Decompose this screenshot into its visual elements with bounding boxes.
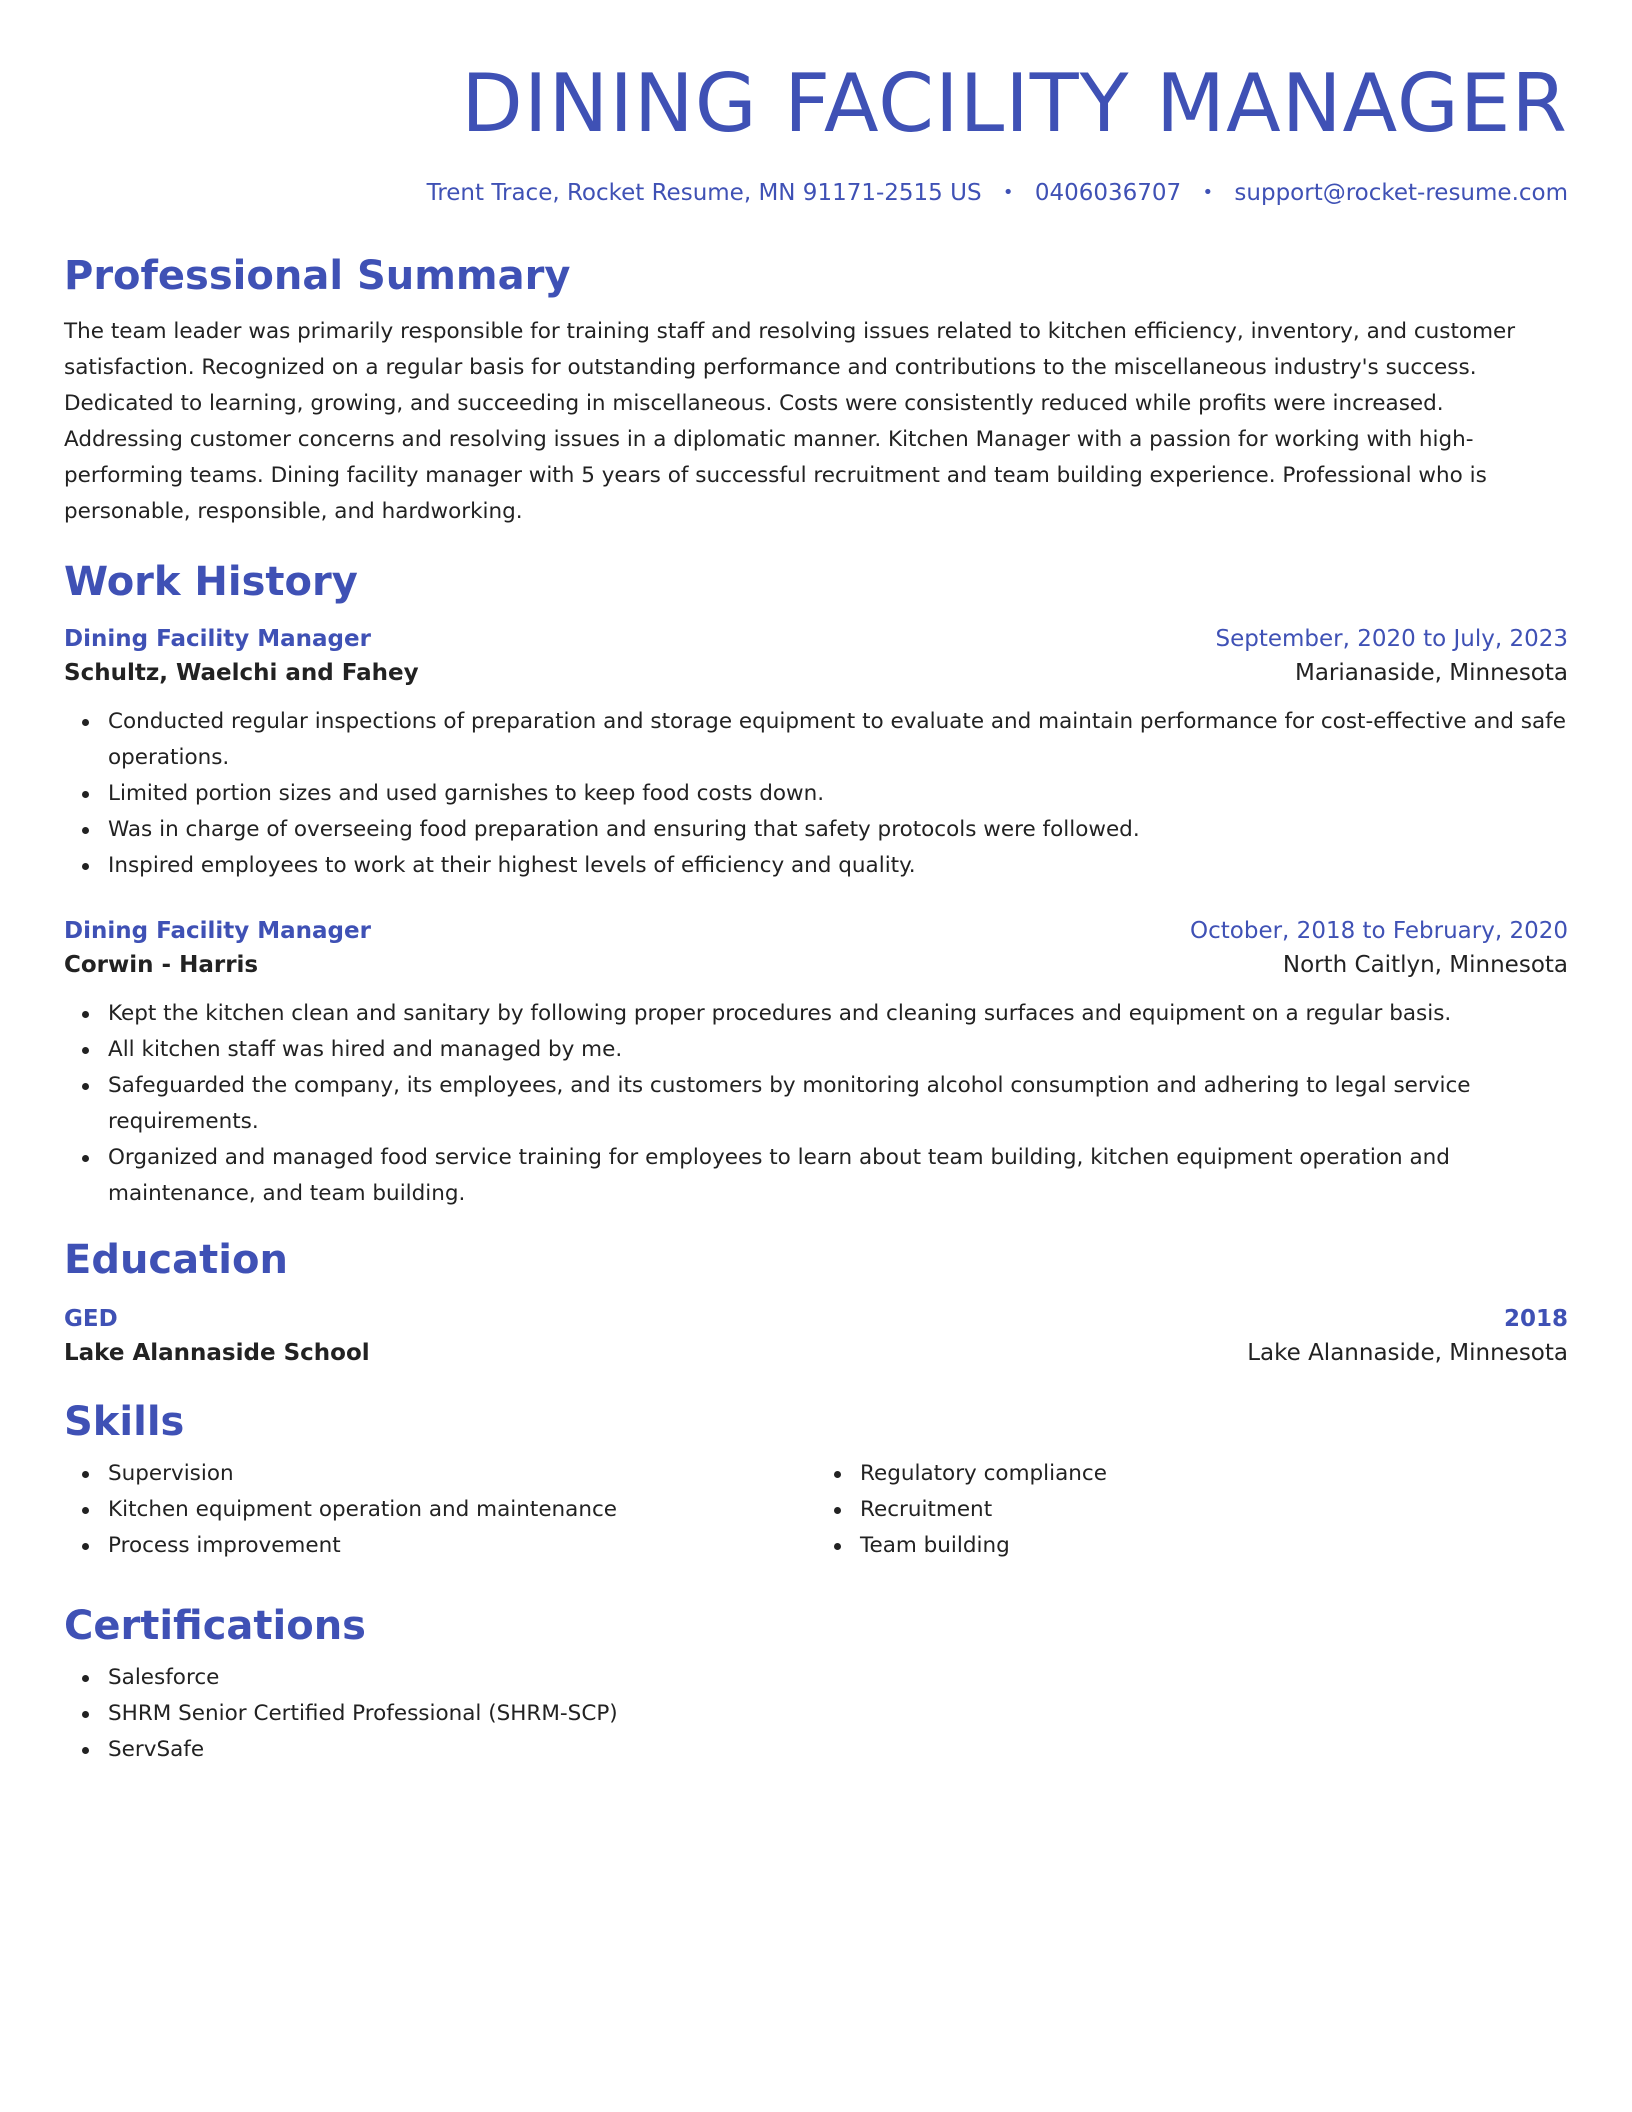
list-item: Limited portion sizes and used garnishes to keep food costs down.: [108, 776, 1568, 812]
education-school: Lake Alannaside School: [64, 1340, 370, 1366]
list-item: Supervision: [108, 1456, 816, 1492]
job-role: Dining Facility Manager: [64, 626, 371, 652]
list-item: Conducted regular inspections of preparation and storage equipment to evaluate and maintain performance for cost-effective and safe operations.: [108, 704, 1568, 776]
job-header-row: [64, 626, 1568, 652]
job-role: Dining Facility Manager: [64, 918, 371, 944]
job-entry: [64, 918, 1568, 1212]
education-school-row: [64, 1340, 1568, 1366]
work-history-heading: Work History: [64, 559, 358, 605]
job-dates: September, 2020 to July, 2023: [1215, 626, 1568, 652]
list-item: ServSafe: [108, 1732, 1568, 1768]
list-item: Process improvement: [108, 1528, 816, 1564]
contact-email[interactable]: support@rocket-resume.com: [1234, 180, 1568, 206]
certifications-heading: Certifications: [64, 1603, 366, 1649]
contact-separator: •: [1002, 182, 1014, 203]
contact-line: [64, 180, 1568, 206]
skills-columns: [64, 1456, 1568, 1564]
list-item: Was in charge of overseeing food preparation and ensuring that safety protocols were followed.: [108, 812, 1568, 848]
list-item: Recruitment: [860, 1492, 1568, 1528]
contact-separator: •: [1202, 182, 1214, 203]
list-item: All kitchen staff was hired and managed by me.: [108, 1032, 1568, 1068]
contact-phone: 0406036707: [1034, 180, 1182, 206]
list-item: SHRM Senior Certified Professional (SHRM-SCP): [108, 1696, 1568, 1732]
job-location: Marianaside, Minnesota: [1294, 660, 1568, 686]
skills-list-right: [816, 1456, 1568, 1564]
skills-list-left: [64, 1456, 816, 1564]
job-header-row: [64, 918, 1568, 944]
job-bullets: [64, 996, 1568, 1212]
job-company-row: [64, 952, 1568, 978]
skills-heading: Skills: [64, 1399, 185, 1445]
list-item: Team building: [860, 1528, 1568, 1564]
job-bullets: [64, 704, 1568, 884]
job-dates: October, 2018 to February, 2020: [1190, 918, 1568, 944]
list-item: Organized and managed food service training for employees to learn about team building, kitchen equipment operation and maintenance, and team building.: [108, 1140, 1568, 1212]
job-location: North Caitlyn, Minnesota: [1282, 952, 1568, 978]
education-header-row: [64, 1306, 1568, 1332]
summary-heading: Professional Summary: [64, 253, 571, 299]
education-year: 2018: [1503, 1306, 1568, 1332]
list-item: Kept the kitchen clean and sanitary by following proper procedures and cleaning surfaces and equipment on a regular basis.: [108, 996, 1568, 1032]
summary-text: The team leader was primarily responsible for training staff and resolving issues related to kitchen efficiency, inventory, and customer satisfaction. Recognized on a regular basis for outstanding performance and contributions to the miscellaneous industry's success. Dedicated to learning, growing, and succeeding in miscellaneous. Costs were consistently reduced while profits were increased. Addressing customer concerns and resolving issues in a diplomatic manner. Kitchen Manager with a passion for working with high-performing teams. Dining facility manager with 5 years of successful recruitment and team building experience. Professional who is personable, responsible, and hardworking.: [64, 319, 1516, 524]
list-item: Inspired employees to work at their highest levels of efficiency and quality.: [108, 848, 1568, 884]
education-degree: GED: [64, 1306, 118, 1332]
education-heading: Education: [64, 1237, 288, 1283]
candidate-title: DINING FACILITY MANAGER: [461, 57, 1568, 150]
education-entry: [64, 1306, 1568, 1366]
list-item: Kitchen equipment operation and maintenance: [108, 1492, 816, 1528]
certifications-list: [64, 1660, 1568, 1768]
list-item: Salesforce: [108, 1660, 1568, 1696]
list-item: Safeguarded the company, its employees, and its customers by monitoring alcohol consumption and adhering to legal service requirements.: [108, 1068, 1568, 1140]
job-company: Corwin - Harris: [64, 952, 259, 978]
resume-page: [64, 0, 1568, 1768]
contact-address: Trent Trace, Rocket Resume, MN 91171-2515 US: [426, 180, 982, 206]
job-entry: [64, 626, 1568, 884]
job-company-row: [64, 660, 1568, 686]
education-location: Lake Alannaside, Minnesota: [1247, 1340, 1568, 1366]
list-item: Regulatory compliance: [860, 1456, 1568, 1492]
job-company: Schultz, Waelchi and Fahey: [64, 660, 419, 686]
